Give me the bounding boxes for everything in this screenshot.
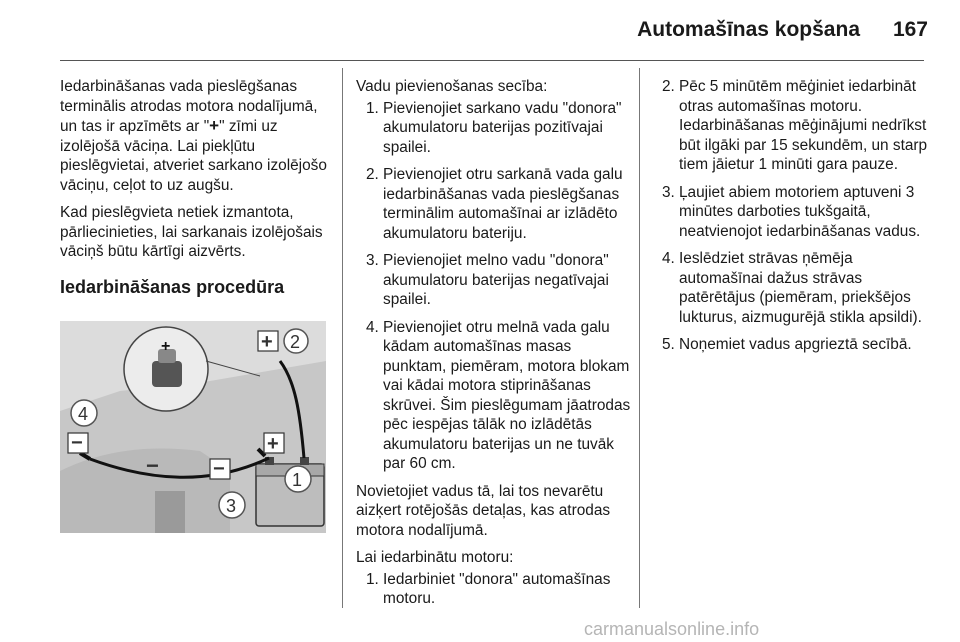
connection-order-intro: Vadu pievienošanas secība: [356, 78, 548, 95]
start-steps-continued-list [652, 77, 930, 355]
minus-marker-battery [210, 458, 230, 480]
cable-routing-paragraph: Novietojiet vadus tā, lai tos nevarētu aizķert rotējošās detaļas, kas atrodas motora nodalījumā. [356, 482, 611, 539]
list-item: 4. Ieslēdziet strāvas ņēmēja automašīnai dažus strāvas patērētājus (piemēram, priekšējos lukturus, aizmugurējā stikla apsildi). [662, 250, 922, 326]
svg-text:+: + [267, 433, 279, 455]
paragraph-terminal-location: Iedarbināšanas vada pieslēgšanas terminālis atrodas motora nodalījumā, un tas ir apzīmēts ar "+" zīmi uz izolējošā vāciņa. Lai piekļūtu pieslēgvietai, atveriet sarkano izolējošo vāciņu, ceļot to uz augšu. [60, 78, 327, 194]
section-heading: Iedarbināšanas procedūra [60, 276, 285, 297]
plus-symbol: + [209, 116, 220, 135]
column-divider-2 [639, 68, 640, 608]
plus-marker-top [258, 331, 278, 353]
page-number: 167 [892, 18, 928, 41]
list-item: 3. Ļaujiet abiem motoriem aptuveni 3 minūtes darboties tukšgaitā, neatvienojot iedarbināšanas vadus. [662, 183, 921, 240]
svg-text:−: − [213, 458, 225, 480]
column-3 [652, 77, 930, 363]
engine-part [155, 491, 185, 533]
minus-marker-engine [146, 453, 159, 478]
header-divider [60, 60, 924, 61]
svg-text:−: − [71, 432, 83, 454]
svg-text:2: 2 [290, 332, 301, 352]
svg-text:−: − [146, 453, 159, 478]
list-item: 2. Pievienojiet otru sarkanā vada galu iedarbināšanas vada pieslēgšanas terminālim automašīnai ar izlādēto akumulatoru bateriju. [366, 166, 623, 242]
svg-text:+: + [261, 331, 273, 353]
list-item: 1. Iedarbiniet "donora" automašīnas motoru. [366, 570, 611, 607]
magnifier-plus-label: + [161, 338, 171, 355]
column-divider-1 [342, 68, 343, 608]
engine-block [60, 449, 230, 534]
column-1 [60, 77, 328, 313]
start-engine-intro: Lai iedarbinātu motoru: [356, 549, 514, 566]
plus-marker-battery [264, 433, 284, 455]
column-2 [356, 77, 634, 617]
callout-3 [219, 492, 245, 518]
watermark: carmanualsonline.info [584, 619, 760, 639]
list-item: 5. Noņemiet vadus apgrieztā secībā. [662, 336, 912, 353]
callout-1 [285, 466, 311, 492]
svg-text:3: 3 [226, 496, 237, 516]
jump-start-illustration [60, 321, 326, 533]
connection-steps-list [356, 99, 634, 474]
list-item: 4. Pievienojiet otru melnā vada galu kādam automašīnas masas punktam, piemēram, motora blokam vai kādai motora stiprināšanas skrūvei. Šim pieslēgumam jāatrodas pēc iespējas tālāk no izlādētās akumulatoru baterijas un ne tuvāk par 60 cm. [366, 318, 631, 472]
list-item: 3. Pievienojiet melno vadu "donora" akumulatoru baterijas negatīvajai spailei. [366, 252, 609, 308]
page-header-title: Automašīnas kopšana [637, 18, 860, 41]
callout-4 [71, 400, 97, 426]
terminal-cap [152, 361, 182, 387]
svg-text:4: 4 [78, 404, 89, 424]
battery-positive-post [300, 457, 309, 465]
paragraph-cover-closed: Kad pieslēgvieta netiek izmantota, pārliecinieties, lai sarkanais izolējošais vāciņš būtu kārtīgi aizvērts. [60, 204, 323, 260]
minus-marker-left [68, 432, 88, 454]
list-item: 1. Pievienojiet sarkano vadu "donora" akumulatoru baterijas pozitīvajai spailei. [366, 99, 622, 156]
start-steps-list [356, 570, 634, 609]
svg-text:1: 1 [292, 470, 303, 490]
callout-2 [284, 329, 308, 353]
list-item: 2. Pēc 5 minūtēm mēģiniet iedarbināt otras automašīnas motoru. Iedarbināšanas mēģinājumi nedrīkst būt ilgāki par 15 sekundēm, un starp tiem jāietur 1 minūti gara pauze. [662, 78, 928, 173]
